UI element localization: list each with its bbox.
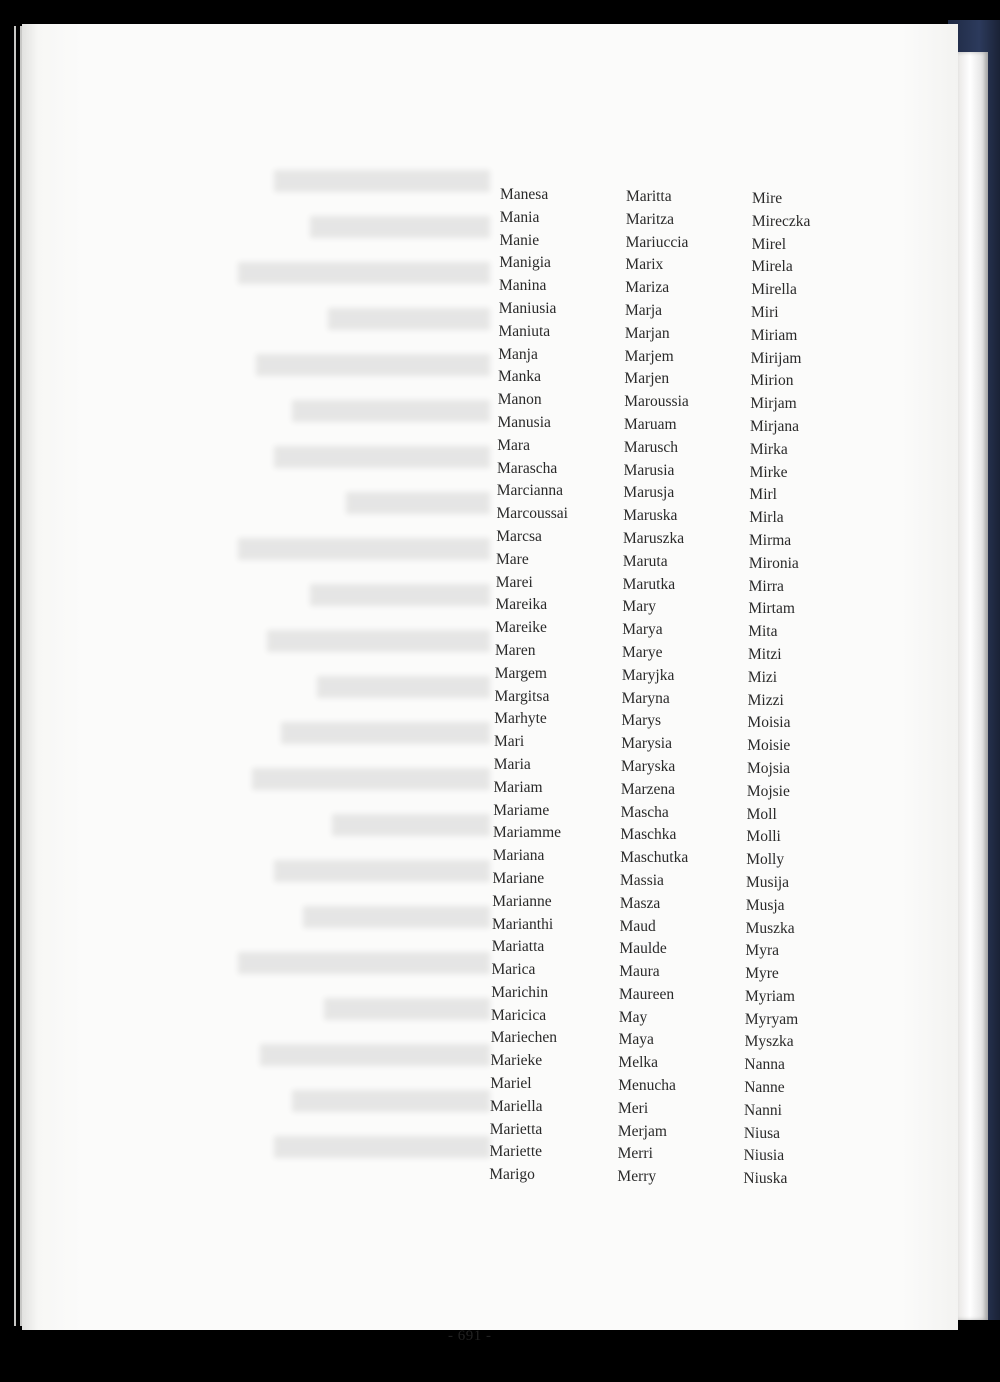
name-entry: Margem	[494, 664, 547, 682]
name-entry: Mirra	[748, 577, 784, 595]
name-entry: Maureen	[619, 985, 675, 1003]
name-column-1	[489, 184, 568, 1187]
name-entry: Meri	[618, 1099, 649, 1117]
page-stack-edge	[958, 52, 988, 1320]
name-entry: Marianne	[492, 892, 552, 910]
name-entry: Myszka	[744, 1033, 794, 1051]
name-entry: Maria	[493, 755, 531, 773]
name-entry: Mirela	[751, 258, 793, 276]
name-entry: Manigia	[499, 254, 551, 272]
name-entry: Marica	[491, 961, 536, 979]
name-entry: Marascha	[497, 459, 558, 477]
name-entry: Mizzi	[747, 691, 784, 709]
name-entry: Mirka	[749, 440, 788, 458]
name-column-3	[743, 188, 811, 1191]
name-entry: Marianthi	[492, 915, 554, 933]
name-entry: Manka	[498, 368, 542, 386]
name-entry: Marysia	[621, 735, 672, 753]
show-through-text	[130, 170, 490, 1190]
name-entry: Maritta	[626, 188, 672, 205]
name-entry: Menucha	[618, 1077, 676, 1095]
name-entry: Mariella	[490, 1097, 543, 1115]
name-entry: Marcianna	[496, 482, 564, 500]
name-entry: Marjan	[624, 324, 670, 342]
name-entry: Myre	[745, 965, 779, 983]
name-entry: Manusia	[497, 413, 551, 431]
name-entry: Mariza	[625, 279, 670, 297]
name-entry: Mirel	[751, 235, 787, 253]
name-entry: Margitsa	[494, 687, 550, 705]
name-entry: Mirke	[749, 463, 788, 481]
name-entry: Marieke	[490, 1052, 543, 1070]
name-entry: Maulde	[619, 940, 667, 958]
name-entry: Marzena	[620, 780, 676, 798]
name-entry: Mareika	[495, 596, 548, 614]
name-entry: Mariame	[493, 801, 550, 819]
name-entry: Maud	[619, 917, 656, 935]
name-entry: Nanna	[744, 1056, 785, 1074]
page-number: - 691 -	[448, 1328, 492, 1344]
name-entry: Marietta	[489, 1120, 543, 1138]
name-entry: Mariatta	[491, 938, 545, 956]
name-entry: Marjem	[624, 347, 674, 365]
name-entry: Mareike	[495, 619, 547, 637]
name-entry: Maruska	[623, 507, 678, 525]
name-entry: Moll	[746, 805, 777, 823]
name-entry: Nanne	[744, 1079, 785, 1097]
name-entry: Manon	[497, 391, 542, 409]
name-entry: Mirijam	[750, 349, 802, 367]
name-entry: Mireczka	[751, 212, 811, 230]
name-entry: Manesa	[500, 186, 549, 203]
name-entry: Marigo	[489, 1166, 535, 1184]
name-entry: Merri	[617, 1145, 653, 1163]
name-entry: Masza	[619, 894, 661, 912]
name-entry: Mariechen	[490, 1029, 558, 1047]
gutter-line	[20, 26, 22, 1326]
name-entry: Marei	[495, 573, 533, 591]
name-entry: Nanni	[744, 1101, 782, 1119]
name-entry: Muszka	[745, 919, 795, 937]
name-entry: Mita	[748, 623, 778, 641]
name-entry: Niusia	[743, 1147, 785, 1165]
name-entry: Maryna	[621, 689, 670, 707]
name-column-2	[617, 186, 689, 1189]
name-entry: Musija	[746, 873, 790, 891]
name-entry: Marhyte	[494, 710, 547, 728]
name-entry: Mariuccia	[625, 233, 689, 251]
name-entry: Mironia	[748, 554, 799, 572]
name-entry: Mirl	[749, 486, 777, 504]
name-entry: Maniusia	[498, 299, 557, 317]
name-entry: Mojsie	[746, 782, 790, 800]
name-entry: Mariana	[492, 847, 545, 865]
name-entry: Mariane	[492, 869, 545, 887]
name-entry: Maschutka	[620, 849, 689, 867]
name-entry: Miri	[751, 303, 779, 321]
name-entry: Maryska	[621, 757, 676, 775]
name-entry: Marja	[625, 301, 663, 319]
gutter-line	[14, 26, 16, 1326]
name-entry: Manina	[499, 277, 547, 295]
name-entry: Mire	[752, 190, 783, 207]
name-entry: Mitzi	[748, 645, 782, 663]
name-entry: Maruszka	[623, 529, 685, 547]
name-entry: Mirtam	[748, 600, 795, 618]
name-entry: Maruta	[622, 552, 668, 570]
name-entry: Musja	[745, 896, 785, 914]
name-entry: Marcsa	[496, 527, 542, 545]
name-entry: Mirla	[749, 509, 784, 527]
name-entry: Maniuta	[498, 322, 551, 340]
name-entry: Mariamme	[493, 824, 562, 842]
name-entry: Maschka	[620, 826, 677, 844]
name-entry: Maruam	[624, 415, 677, 433]
name-entry: Mariam	[493, 778, 543, 796]
name-entry: Mari	[494, 733, 525, 751]
name-entry: Maren	[495, 641, 536, 659]
name-entry: Marcoussai	[496, 505, 568, 523]
name-entry: Mirion	[750, 372, 794, 390]
name-entry: Miriam	[750, 326, 798, 344]
name-entry: Marutka	[622, 575, 676, 593]
name-entry: Marusia	[623, 461, 675, 479]
name-entry: Mirella	[751, 281, 797, 299]
name-entry: Mizi	[747, 668, 778, 686]
name-entry: Marye	[622, 643, 663, 661]
name-entry: Marusch	[623, 438, 679, 456]
name-entry: Moisia	[747, 714, 791, 732]
name-entry: Mirjam	[750, 395, 797, 413]
name-entry: Maricica	[491, 1006, 547, 1024]
name-entry: Maya	[618, 1031, 654, 1049]
name-entry: Mary	[622, 598, 656, 616]
name-entry: Marya	[622, 621, 663, 639]
name-entry: Marys	[621, 712, 662, 730]
name-entry: Mojsia	[747, 759, 791, 777]
name-entry: Maroussia	[624, 393, 689, 411]
name-entry: Moisie	[747, 737, 791, 755]
name-entry: Melka	[618, 1054, 659, 1072]
name-entry: Myra	[745, 942, 779, 960]
name-entry: Massia	[620, 871, 664, 889]
name-entry: Mare	[496, 550, 529, 568]
name-entry: Mania	[499, 208, 540, 226]
name-entry: Myriam	[745, 987, 795, 1005]
name-entry: Maura	[619, 963, 660, 981]
name-entry: Myryam	[744, 1010, 799, 1028]
name-entry: Maritza	[625, 210, 675, 228]
name-entry: Marix	[625, 256, 664, 274]
name-entry: Niuska	[743, 1170, 788, 1188]
name-entry: Marichin	[491, 983, 549, 1001]
name-entry: Mascha	[620, 803, 669, 821]
name-entry: Mirma	[749, 531, 792, 549]
name-entry: Mirjana	[750, 417, 800, 435]
name-entry: May	[618, 1008, 648, 1026]
name-entry: Molli	[746, 828, 781, 846]
name-entry: Manja	[498, 345, 538, 363]
name-entry: Marjen	[624, 370, 670, 388]
name-entry: Merjam	[617, 1122, 667, 1140]
name-entry: Niusa	[743, 1124, 780, 1142]
name-entry: Mariette	[489, 1143, 543, 1161]
name-entry: Marusja	[623, 484, 675, 502]
name-entry: Merry	[617, 1168, 657, 1186]
name-entry: Mara	[497, 436, 530, 454]
name-entry: Manie	[499, 231, 540, 249]
name-entry: Molly	[746, 851, 785, 869]
name-entry: Mariel	[490, 1075, 532, 1093]
name-entry: Maryjka	[621, 666, 675, 684]
